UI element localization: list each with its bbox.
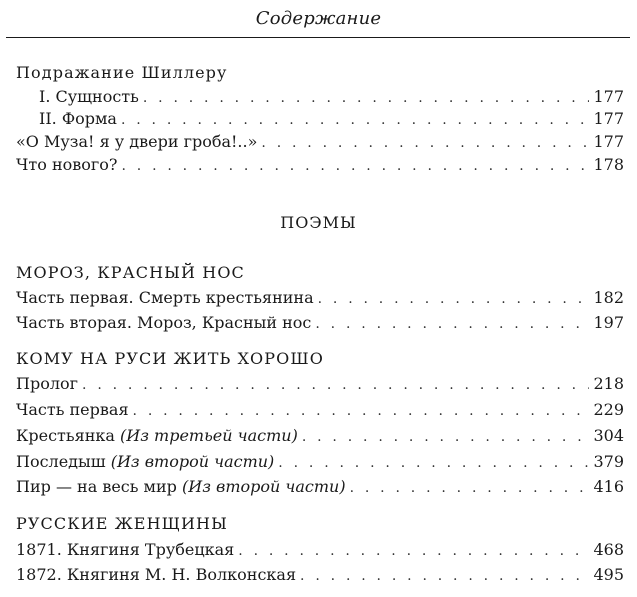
entry-note: (Из третьей части) <box>120 426 298 445</box>
dot-leader <box>278 452 589 474</box>
entry-title: II. Форма <box>39 109 117 128</box>
entry-title: «О Муза! я у двери гроба!..» <box>16 132 258 151</box>
toc-entry[interactable] <box>16 425 624 447</box>
entry-note: (Из второй части) <box>182 477 346 496</box>
dot-leader <box>300 565 589 587</box>
entry-title: Крестьянка (Из третьей части) <box>16 426 298 445</box>
dot-leader <box>121 155 589 177</box>
toc-entry[interactable] <box>16 287 624 309</box>
toc-entry[interactable] <box>16 154 624 176</box>
entry-title: Часть вторая. Мороз, Красный нос <box>16 313 312 332</box>
dot-leader <box>143 87 590 109</box>
entry-title: I. Сущность <box>39 87 139 106</box>
entry-title: 1871. Княгиня Трубецкая <box>16 540 235 559</box>
toc-entry[interactable] <box>16 476 624 498</box>
toc-entry[interactable] <box>16 373 624 395</box>
toc-entry[interactable] <box>16 131 624 153</box>
entry-title: Последыш (Из второй части) <box>16 452 275 471</box>
entry-page-number: 218 <box>593 374 624 393</box>
group-heading-schiller: Подражание Шиллеру <box>16 63 228 82</box>
entry-title: Часть первая. Смерть крестьянина <box>16 288 314 307</box>
dot-leader <box>82 374 589 396</box>
entry-page-number: 182 <box>593 288 624 307</box>
entry-page-number: 177 <box>593 87 624 106</box>
group-heading-zhenshchiny: РУССКИЕ ЖЕНЩИНЫ <box>16 514 228 533</box>
entry-title: Пролог <box>16 374 79 393</box>
entry-page-number: 416 <box>593 477 624 496</box>
dot-leader <box>133 400 590 422</box>
toc-entry[interactable] <box>39 86 624 108</box>
entry-title: 1872. Княгиня М. Н. Волконская <box>16 565 297 584</box>
dot-leader <box>261 132 589 154</box>
dot-leader <box>350 477 590 499</box>
entry-title: Что нового? <box>16 155 118 174</box>
entry-title: Пир — на весь мир (Из второй части) <box>16 477 346 496</box>
dot-leader <box>238 540 589 562</box>
entry-page-number: 177 <box>593 132 624 151</box>
entry-note: (Из второй части) <box>110 452 275 471</box>
entry-page-number: 379 <box>593 452 624 471</box>
dot-leader <box>302 426 590 448</box>
entry-page-number: 229 <box>593 400 624 419</box>
toc-entry[interactable] <box>16 451 624 473</box>
toc-entry[interactable] <box>39 108 624 130</box>
entry-page-number: 468 <box>593 540 624 559</box>
entry-page-number: 177 <box>593 109 624 128</box>
entry-page-number: 178 <box>593 155 624 174</box>
entry-page-number: 304 <box>593 426 624 445</box>
dot-leader <box>318 288 590 310</box>
toc-entry[interactable] <box>16 312 624 334</box>
running-head: Содержание <box>255 8 382 29</box>
toc-entry[interactable] <box>16 539 624 561</box>
dot-leader <box>315 313 589 335</box>
header-rule <box>6 37 630 38</box>
section-heading-poems: ПОЭМЫ <box>280 213 357 232</box>
entry-page-number: 495 <box>593 565 624 584</box>
entry-title: Часть первая <box>16 400 129 419</box>
entry-page-number: 197 <box>593 313 624 332</box>
group-heading-komu: КОМУ НА РУСИ ЖИТЬ ХОРОШО <box>16 349 324 368</box>
group-heading-moroz: МОРОЗ, КРАСНЫЙ НОС <box>16 263 245 282</box>
dot-leader <box>121 109 590 131</box>
toc-entry[interactable] <box>16 564 624 586</box>
toc-entry[interactable] <box>16 399 624 421</box>
